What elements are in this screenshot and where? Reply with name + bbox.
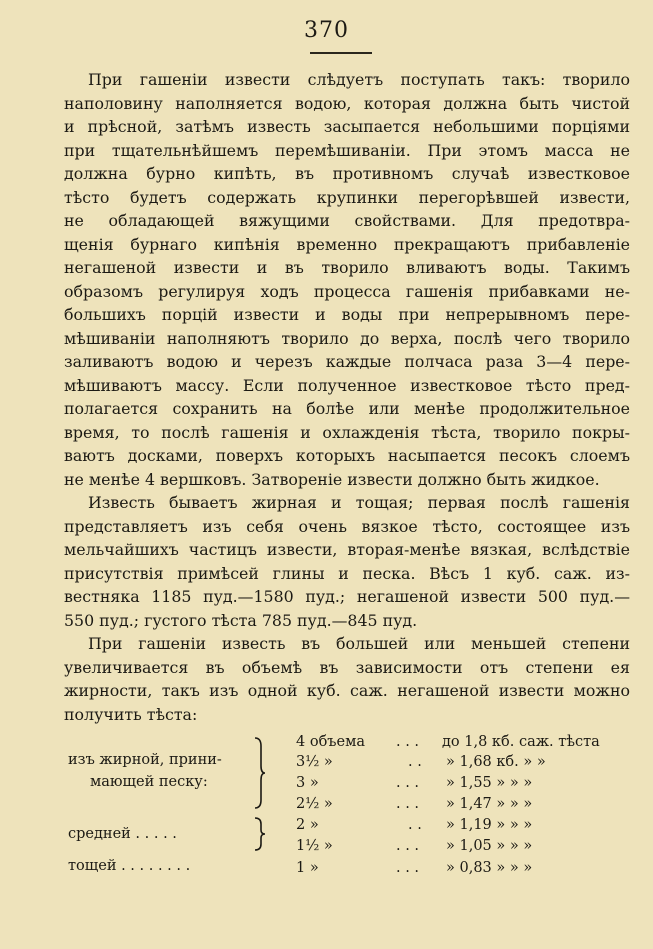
text-line: наполовину наполняется водою, которая должна быть чистой [64, 93, 630, 113]
row-volume: 4 объема [296, 734, 366, 750]
row-value: » 1,47 » » » [446, 796, 533, 812]
brace-fat [252, 736, 266, 810]
text-line: тѣсто будетъ содержать крупинки перегорѣвшей извести, [64, 187, 630, 207]
row-value: » 1,55 » » » [446, 775, 533, 791]
row-value: » 1,19 » » » [446, 817, 533, 833]
row-leader: . . . [396, 734, 420, 750]
text-line: жирности, такъ изъ одной куб. саж. негашеной извести можно [64, 681, 630, 700]
text-line: присутствія примѣсей глины и песка. Вѣсъ 1 куб. саж. из- [64, 563, 630, 583]
text-line: щенія бурнаго кипѣнія временно прекращаютъ прибавленіе [64, 234, 630, 254]
slaking-yield-table [64, 734, 640, 884]
row-leader: . . [408, 754, 422, 770]
row-leader: . . [408, 817, 422, 833]
text-line: должна бурно кипѣть, въ противномъ случаѣ известковое [64, 164, 630, 183]
row-leader: . . . [396, 775, 420, 791]
text-line: негашеной извести и въ творило вливаютъ воды. Такимъ [64, 258, 630, 277]
text-line: мельчайшихъ частицъ извести, вторая-менѣе вязкая, вслѣдствіе [64, 540, 630, 559]
text-line: представляетъ изъ себя очень вязкое тѣсто, состоящее изъ [64, 516, 630, 536]
text-line: образомъ регулируя ходъ процесса гашенія прибавками не- [64, 281, 630, 301]
text-line: 550 пуд.; густого тѣста 785 пуд.—845 пуд. [64, 610, 418, 630]
row-leader: . . . [396, 838, 420, 854]
row-volume: 2 » [296, 817, 319, 833]
text-line: мѣшиваютъ массу. Если полученное известковое тѣсто пред- [64, 375, 630, 395]
group-label-fat-1: изъ жирной, прини- [68, 752, 222, 768]
text-line: полагается сохранить на болѣе или менѣе продолжительное [64, 399, 630, 418]
row-value: до 1,8 кб. саж. тѣста [442, 734, 600, 750]
text-line: увеличивается въ объемѣ въ зависимости отъ степени ея [64, 657, 630, 677]
text-line: Известь бываетъ жирная и тощая; первая послѣ гашенія [88, 493, 630, 512]
text-line: и прѣсной, затѣмъ известь засыпается небольшими порціями [64, 117, 630, 136]
row-leader: . . . [396, 860, 420, 876]
row-value: » 1,05 » » » [446, 838, 533, 854]
group-label-fat-2: мающей песку: [90, 774, 208, 790]
text-line: вестняка 1185 пуд.—1580 пуд.; негашеной извести 500 пуд.— [64, 587, 630, 606]
text-line: При гашеніи извести слѣдуетъ поступать такъ: творило [88, 70, 630, 89]
text-line: время, то послѣ гашенія и охлажденія тѣста, творило покры- [64, 422, 630, 442]
body-text [64, 68, 630, 726]
row-leader: . . . [396, 796, 420, 812]
row-value: » 0,83 » » » [446, 860, 533, 876]
page-number-rule [310, 52, 372, 54]
row-volume: 3½ » [296, 754, 333, 770]
text-line: заливаютъ водою и черезъ каждые полчаса раза 3—4 пере- [64, 352, 630, 371]
row-volume: 2½ » [296, 796, 333, 812]
row-value: » 1,68 кб. » » [446, 754, 546, 770]
text-line: получить тѣста: [64, 704, 198, 724]
group-label-medium: средней . . . . . [68, 826, 177, 842]
row-volume: 1 » [296, 860, 319, 876]
text-line: не менѣе 4 вершковъ. Затвореніе извести должно быть жидкое. [64, 469, 600, 489]
text-line: большихъ порцій извести и воды при непрерывномъ пере- [64, 305, 630, 324]
row-volume: 1½ » [296, 838, 333, 854]
text-line: мѣшиваніи наполняютъ творило до верха, послѣ чего творило [64, 328, 630, 348]
brace-medium [252, 816, 266, 852]
text-line: ваютъ досками, поверхъ которыхъ насыпается песокъ слоемъ [64, 446, 630, 465]
group-label-lean: тощей . . . . . . . . [68, 858, 191, 874]
text-line: При гашеніи известь въ большей или меньшей степени [88, 634, 630, 653]
text-line: не обладающей вяжущими свойствами. Для предотвра- [64, 211, 630, 230]
text-line: при тщательнѣйшемъ перемѣшиваніи. При этомъ масса не [64, 140, 630, 160]
row-volume: 3 » [296, 775, 319, 791]
page-number: 370 [304, 18, 349, 43]
